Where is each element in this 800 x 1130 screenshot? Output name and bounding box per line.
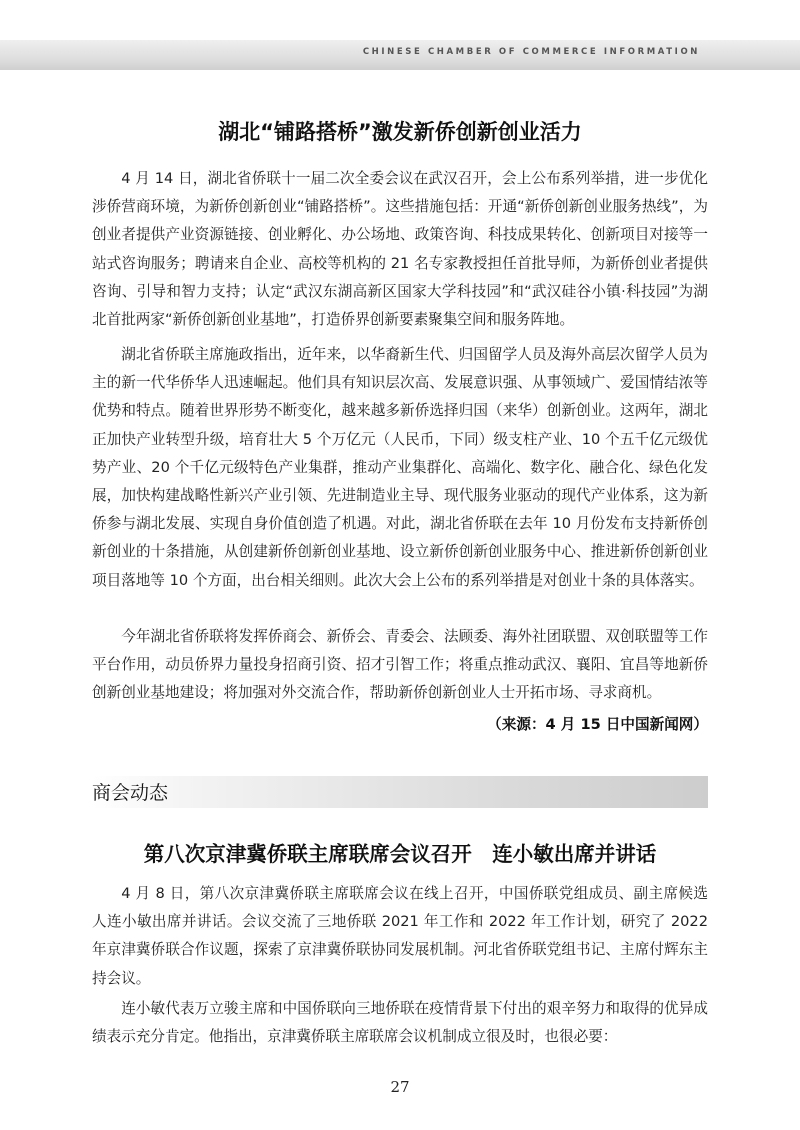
article-title: 第八次京津冀侨联主席联席会议召开 连小敏出席并讲话 [143,842,657,866]
article-paragraph: 4 月 8 日，第八次京津冀侨联主席联席会议在线上召开，中国侨联党组成员、副主席候选人连小敏出席并讲话。会议交流了三地侨联 2021 年工作和 2022 年工作计划，研究了 2022 年京津冀侨联合作议题，探索了京津冀侨联协同发展机制。河北省侨联党组书记、主席付辉东主持会议。 [92,885,708,987]
article-paragraph: 湖北省侨联主席施政指出，近年来，以华裔新生代、归国留学人员及海外高层次留学人员为主的新一代华侨华人迅速崛起。他们具有知识层次高、发展意识强、从事领域广、爱国情结浓等优势和特点。随着世界形势不断变化，越来越多新侨选择归国（来华）创新创业。这两年，湖北正加快产业转型升级，培育壮大 5 个万亿元（人民币，下同）级支柱产业、10 个五千亿元级优势产业、20 个千亿元级特色产业集群，推动产业集群化、高端化、数字化、融合化、绿色化发展，加快构建战略性新兴产业引领、先进制造业主导、现代服务业驱动的现代产业体系，这为新侨参与湖北发展、实现自身价值创造了机遇。对此，湖北省侨联在去年 10 月份发布支持新侨创新创业的十条措施，从创建新侨创新创业基地、设立新侨创新创业服务中心、推进新侨创新创业项目落地等 10 个方面，出台相关细则。此次大会上公布的系列举措是对创业十条的具体落实。 [92,346,708,589]
article-source: （来源：4 月 15 日中国新闻网） [487,716,708,733]
article-paragraph: 今年湖北省侨联将发挥侨商会、新侨会、青委会、法顾委、海外社团联盟、双创联盟等工作平台作用，动员侨界力量投身招商引资、招才引智工作；将重点推动武汉、襄阳、宜昌等地新侨创新创业基地建设；将加强对外交流合作，帮助新侨创新创业人士开拓市场、寻求商机。 [92,628,708,702]
article-paragraph: 连小敏代表万立骏主席和中国侨联向三地侨联在疫情背景下付出的艰辛努力和取得的优异成绩表示充分肯定。他指出，京津冀侨联主席联席会议机制成立很及时，也很必要： [92,1000,708,1046]
section-heading: 商会动态 [92,782,169,804]
article-paragraph: 4 月 14 日，湖北省侨联十一届二次全委会议在武汉召开，会上公布系列举措，进一步优化涉侨营商环境，为新侨创新创业“铺路搭桥”。这些措施包括：开通“新侨创新创业服务热线”，为创业者提供产业资源链接、创业孵化、办公场地、政策咨询、科技成果转化、创新项目对接等一站式咨询服务；聘请来自企业、高校等机构的 21 名专家教授担任首批导师，为新侨创业者提供咨询、引导和智力支持；认定“武汉东湖高新区国家大学科技园”和“武汉硅谷小镇·科技园”为湖北首批两家“新侨创新创业基地”，打造侨界创新要素聚集空间和服务阵地。 [92,170,708,329]
article-title: 湖北“铺路搭桥”激发新侨创新创业活力 [218,120,582,144]
section-header-band [92,776,708,808]
page-number: 27 [390,1078,410,1096]
publication-header: CHINESE CHAMBER OF COMMERCE INFORMATION [362,47,700,57]
